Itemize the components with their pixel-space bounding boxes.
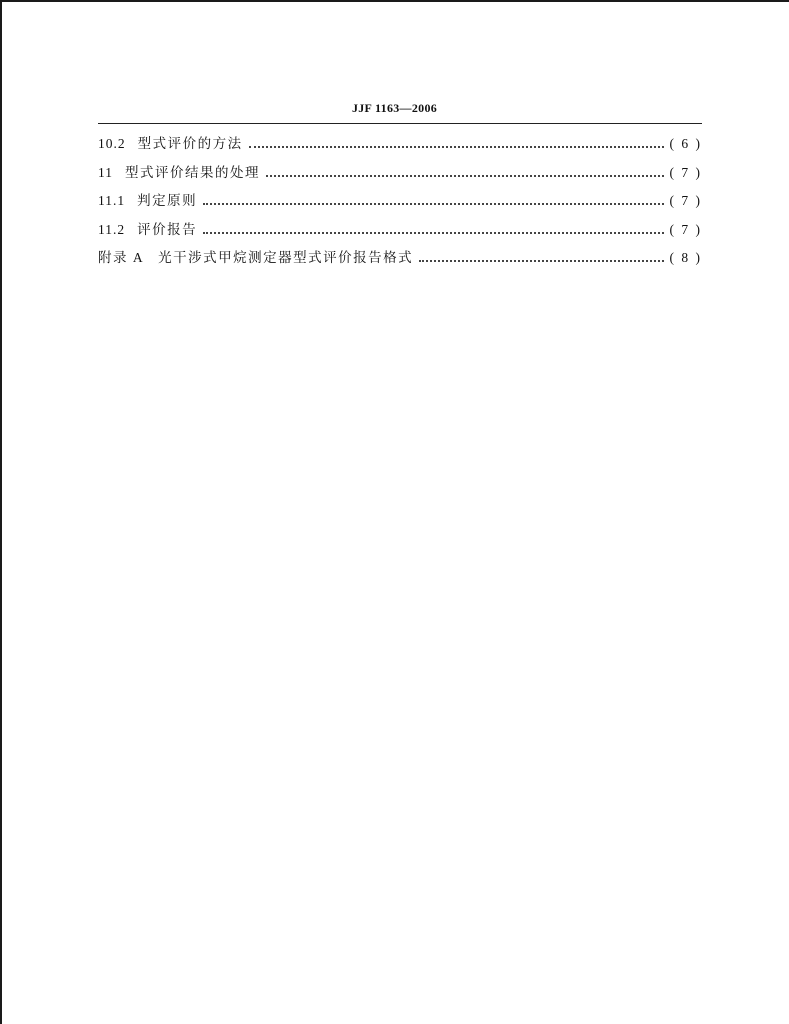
toc-dot-leader: [249, 146, 664, 148]
toc-entry-page: ( 7 ): [669, 193, 702, 208]
toc-entry[interactable]: [98, 218, 702, 247]
toc-entry-number: 附录 A: [98, 250, 145, 265]
toc-dot-leader: [266, 175, 664, 177]
toc-dot-leader: [203, 232, 663, 234]
scan-edge-left: [0, 0, 2, 1024]
toc-entry-number: 11: [98, 164, 113, 180]
toc-entry[interactable]: [98, 161, 702, 190]
toc-entry-title: 判定原则: [137, 193, 198, 209]
toc-entry-page: ( 6 ): [669, 136, 702, 151]
toc-dot-leader: [203, 203, 663, 205]
toc-entry-page: ( 8 ): [669, 250, 702, 265]
header-divider: [98, 123, 702, 124]
toc-entry-title: 评价报告: [137, 221, 198, 238]
toc-entry-number: 10.2: [98, 136, 126, 151]
scan-edge-top: [0, 0, 789, 2]
toc-entry-appendix[interactable]: [98, 246, 702, 275]
toc-entry-title: 光干涉式甲烷测定器型式评价报告格式: [158, 250, 414, 266]
toc-entry-number: 11.1: [98, 193, 126, 208]
toc-entry-title: 型式评价结果的处理: [125, 164, 260, 181]
toc-dot-leader: [419, 260, 663, 262]
toc-entry-page: ( 7 ): [669, 221, 702, 237]
page-header-code: JJF 1163—2006: [351, 101, 438, 115]
toc-entry-number: 11.2: [98, 221, 126, 237]
toc-entry-page: ( 7 ): [669, 164, 702, 180]
toc-entry-title: 型式评价的方法: [137, 136, 243, 152]
toc-entry[interactable]: [98, 132, 702, 161]
toc-entry[interactable]: [98, 189, 702, 218]
table-of-contents: [98, 132, 702, 275]
